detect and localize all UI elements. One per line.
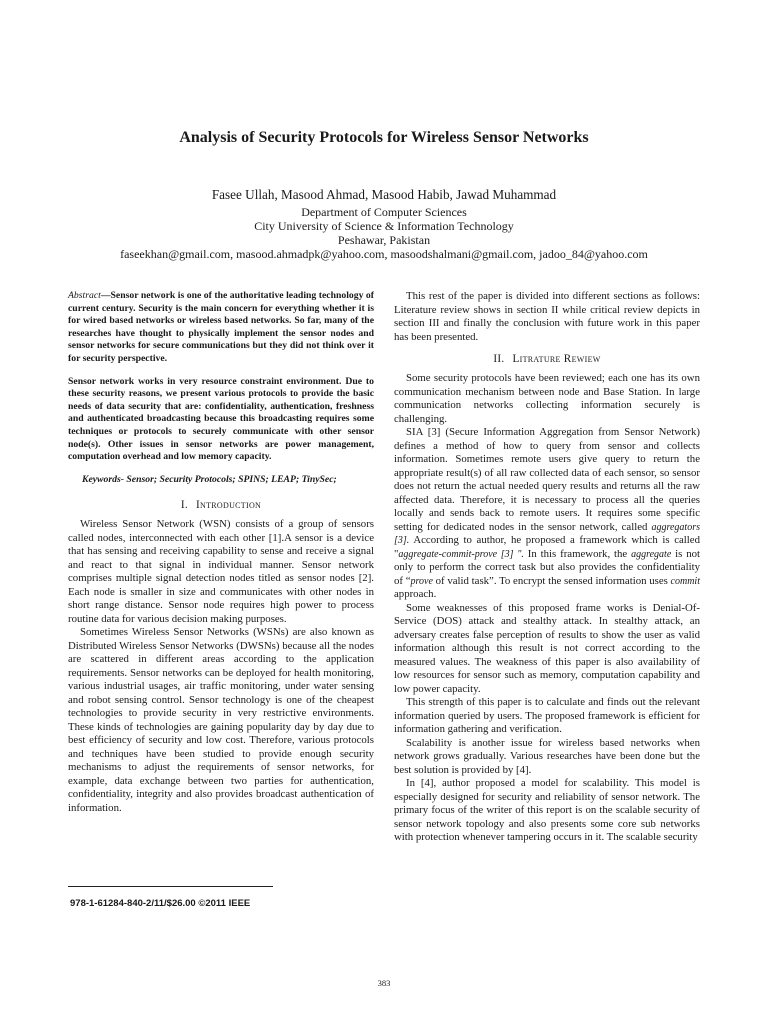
review-paragraph-1: Some security protocols have been reviewed; each one has its own communication mechanism between node and Base Station. In large communication networks collecting information securely is challenging. bbox=[394, 372, 700, 425]
review-paragraph-6: In [4], author proposed a model for scalability. This model is especially designed for security and reliability of sensor network. The primary focus of the writer of this report is on the scalable security of sensor network topology and also presents some core sub networks with protection whenever tampering occurs in it. The scalable security bbox=[394, 777, 700, 843]
review-paragraph-3: Some weaknesses of this proposed frame works is Denial-Of-Service (DOS) attack and stealthy attack. In stealthy attack, an adversary creates false perception of results to show the user as valid information although this result is not correct according to the measured values. The weakness of this paper is also availability of low resources for sensor such as memory, computation capability and low power capacity. bbox=[394, 601, 700, 695]
author-list: Fasee Ullah, Masood Ahmad, Masood Habib, Jawad Muhammad bbox=[211, 187, 557, 202]
review-paragraph-5: Scalability is another issue for wireless based networks when network grows gradually. Various researches have been done but the best solution is provided by [4]. bbox=[394, 736, 700, 776]
section-1-heading bbox=[68, 498, 374, 512]
review-p2-em-prove: prove bbox=[410, 575, 433, 587]
copyright-footnote: 978-1-61284-840-2/11/$26.00 ©2011 IEEE bbox=[70, 898, 251, 909]
review-p2-em-acp: aggregate-commit-prove [3] ". bbox=[398, 548, 524, 560]
university: City University of Science & Information Technology bbox=[254, 219, 514, 233]
review-p2-text-c: In this framework, the bbox=[523, 547, 632, 560]
review-p2-text-e: of valid task”. To encrypt the sensed information uses bbox=[432, 574, 671, 587]
review-paragraph-2 bbox=[394, 426, 700, 602]
abstract bbox=[68, 290, 374, 464]
review-p2-text-a: SIA [3] (Secure Information Aggregation from Sensor Network) defines a method of how to query from sensor and collects information. Sometimes remote users give query to return the appropriate result(s) of all raw collected data of each sensor, so sensor does not return the actual needed query results and returns all the raw affected data. Therefore, it is necessary to process all the queries locally and sends back to remote users. It requires some specific setting for dedicated nodes in the sensor network, called bbox=[394, 426, 700, 533]
review-p2-em-commit: commit bbox=[670, 575, 700, 587]
author-emails: faseekhan@gmail.com, masood.ahmadpk@yahoo.com, masoodshalmani@gmail.com, jadoo_84@yahoo.com bbox=[120, 247, 648, 261]
section-1-title: Introduction bbox=[196, 499, 262, 512]
intro-paragraph-1: Wireless Sensor Network (WSN) consists of a group of sensors called nodes, interconnected with each other [1].A sensor is a device that has sensing and receiving capability to sense and receive a signal and react to that signal in individual manner. Sensor network comprises multiple signal detection nodes titled as sensor nodes [2]. Each node is smaller in size and communicates with other nodes in short range distance. Sensor node requires high power to process routine data for various decision making purposes. bbox=[68, 518, 374, 625]
affiliation-block bbox=[40, 205, 728, 261]
footnote-divider bbox=[68, 886, 273, 887]
section-2-title: Litrature Rewiew bbox=[512, 353, 601, 365]
abstract-text-1: —Sensor network is one of the authoritative leading technology of current century. Security is the main concern for everything whether it is for wired based networks or wireless based networks. So far, many of the researches have thought to physically implement the sensor nodes and sensor networks for secure communications but they did not think over it for security perspective. bbox=[68, 290, 374, 364]
section-1-number: I. bbox=[180, 499, 188, 512]
intro-paragraph-2: Sometimes Wireless Sensor Networks (WSNs) are also known as Distributed Wireless Sensor Networks (DWSNs) because all the nodes are scattered in different areas according to the application requirements. Sensor networks can be deployed for health monitoring, various industrial usages, air traffic monitoring, under water sensing and robot sensing control. Sensor technology is one of the cheapest technologies to provide security in very restrictive environments. These kinds of technologies are gaining popularity day by day due to best efficiency of security and low cost. Therefore, various protocols and techniques have been studied to provide enough security mechanisms to adjust the requirements of sensor networks, for example, data exchange between two parties for authentication, confidentiality, integrity and also provides broadcast authentication of information. bbox=[68, 626, 374, 814]
review-p2-text-b: According to author, he proposed a framework which is called " bbox=[394, 534, 700, 560]
abstract-paragraph-2: Sensor network works in very resource constraint environment. Due to these security reasons, we present various protocols to provide the basic needs of data security that are: confidentiality, authentication, freshness and authenticated broadcasting because this broadcasting requires some techniques or protocols to securely communicate with other sensor node(s). Other issues in sensor networks are power management, computation overhead and low memory capacity. bbox=[68, 375, 374, 463]
city: Peshawar, Pakistan bbox=[337, 233, 431, 247]
review-p2-text-f: approach. bbox=[394, 588, 437, 600]
keywords: Keywords- Sensor; Security Protocols; SPINS; LEAP; TinySec; bbox=[82, 473, 337, 485]
review-paragraph-4: This strength of this paper is to calculate and finds out the relevant information queried by users. The proposed framework is efficient for information gathering and verification. bbox=[394, 696, 700, 735]
abstract-label: Abstract bbox=[68, 290, 101, 301]
paper-outline-paragraph: This rest of the paper is divided into different sections as follows: Literature review shows in section II while critical review depicts in section III and finally the conclusion with future work in this paper has been presented. bbox=[394, 290, 700, 343]
department: Department of Computer Sciences bbox=[301, 205, 467, 219]
left-column bbox=[68, 290, 374, 815]
right-column bbox=[394, 290, 700, 845]
review-p2-em-aggregators: aggregators [3]. bbox=[394, 521, 700, 546]
paper-title: Analysis of Security Protocols for Wireless Sensor Networks bbox=[179, 129, 589, 146]
section-2-heading bbox=[394, 352, 700, 366]
review-p2-text-d: is not only to perform the correct task but also provides the confidentiality of “ bbox=[394, 547, 700, 587]
abstract-paragraph-1 bbox=[68, 290, 374, 366]
review-p2-em-aggregate: aggregate bbox=[631, 548, 672, 560]
page-number: 383 bbox=[377, 978, 391, 988]
section-2-number: II. bbox=[493, 353, 505, 365]
